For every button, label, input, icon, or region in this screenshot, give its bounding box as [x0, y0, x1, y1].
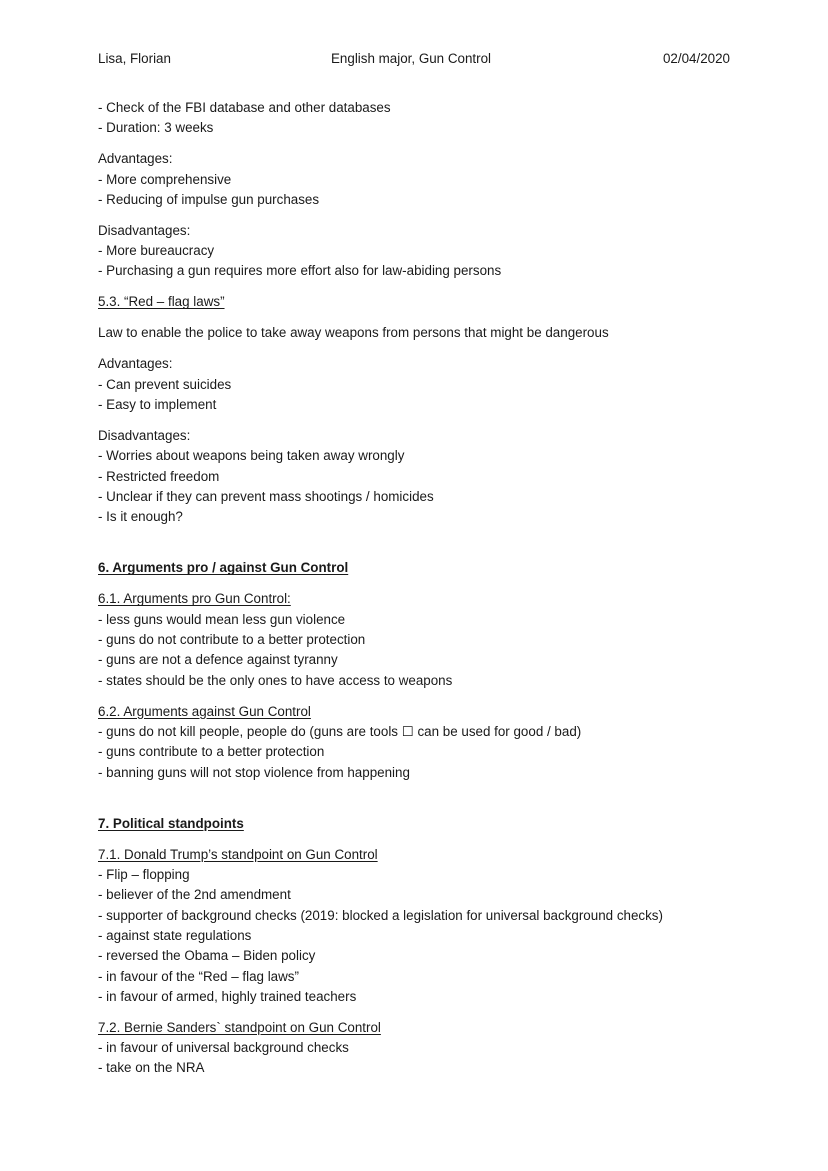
- page-header: [98, 50, 730, 68]
- list-item: - Reducing of impulse gun purchases: [98, 191, 320, 207]
- list-item: - in favour of the “Red – flag laws”: [98, 968, 299, 984]
- list-item: - guns contribute to a better protection: [98, 744, 325, 760]
- subsection-heading: 7.2. Bernie Sanders` standpoint on Gun Control: [98, 1019, 381, 1035]
- list-item: - Check of the FBI database and other databases: [98, 100, 391, 115]
- list-item: - Duration: 3 weeks: [98, 120, 214, 136]
- list-item: - guns are not a defence against tyranny: [98, 652, 338, 668]
- list-item: - guns do not kill people, people do (guns are tools ☐ can be used for good / bad): [98, 723, 582, 739]
- advantages-label: Advantages:: [98, 356, 173, 372]
- section-5-3: [98, 292, 738, 527]
- list-item: - guns do not contribute to a better protection: [98, 632, 366, 648]
- section-5-2-continued: [98, 98, 738, 282]
- list-item: - Easy to implement: [98, 397, 217, 412]
- list-item: - states should be the only ones to have access to weapons: [98, 672, 453, 688]
- document-body: [98, 98, 738, 1079]
- list-item: - Can prevent suicides: [98, 376, 232, 392]
- section-heading: 6. Arguments pro / against Gun Control: [98, 560, 349, 576]
- header-course: English major, Gun Control: [331, 51, 492, 66]
- header-date: 02/04/2020: [662, 51, 730, 66]
- list-item: - More comprehensive: [98, 171, 232, 187]
- disadvantages-label: Disadvantages:: [98, 427, 191, 443]
- list-item: - in favour of universal background checks: [98, 1040, 349, 1056]
- list-item: - More bureaucracy: [98, 243, 215, 259]
- advantages-label: Advantages:: [98, 151, 173, 167]
- list-item: - Purchasing a gun requires more effort also for law-abiding persons: [98, 263, 502, 279]
- list-item: - Flip – flopping: [98, 867, 190, 883]
- header-authors: Lisa, Florian: [98, 51, 171, 66]
- list-item: - take on the NRA: [98, 1060, 205, 1076]
- subsection-heading: 5.3. “Red – flag laws”: [98, 294, 225, 310]
- list-item: - reversed the Obama – Biden policy: [98, 948, 316, 964]
- section-description: Law to enable the police to take away weapons from persons that might be dangerous: [98, 325, 609, 341]
- list-item: - against state regulations: [98, 927, 252, 943]
- list-item: - Worries about weapons being taken away wrongly: [98, 448, 405, 464]
- subsection-heading: 7.1. Donald Trump’s standpoint on Gun Control: [98, 846, 378, 862]
- list-item: - believer of the 2nd amendment: [98, 887, 291, 903]
- list-item: - banning guns will not stop violence from happening: [98, 764, 410, 780]
- list-item: - Unclear if they can prevent mass shootings / homicides: [98, 488, 434, 504]
- subsection-heading: 6.1. Arguments pro Gun Control:: [98, 591, 291, 607]
- list-item: - in favour of armed, highly trained teachers: [98, 988, 357, 1004]
- section-7: [98, 814, 738, 1079]
- disadvantages-label: Disadvantages:: [98, 222, 191, 238]
- subsection-heading: 6.2. Arguments against Gun Control: [98, 703, 311, 719]
- list-item: - supporter of background checks (2019: blocked a legislation for universal background checks): [98, 907, 663, 923]
- list-item: - Is it enough?: [98, 509, 183, 525]
- list-item: - less guns would mean less gun violence: [98, 611, 346, 627]
- section-heading: 7. Political standpoints: [98, 815, 244, 831]
- section-6: [98, 558, 738, 782]
- list-item: - Restricted freedom: [98, 468, 220, 484]
